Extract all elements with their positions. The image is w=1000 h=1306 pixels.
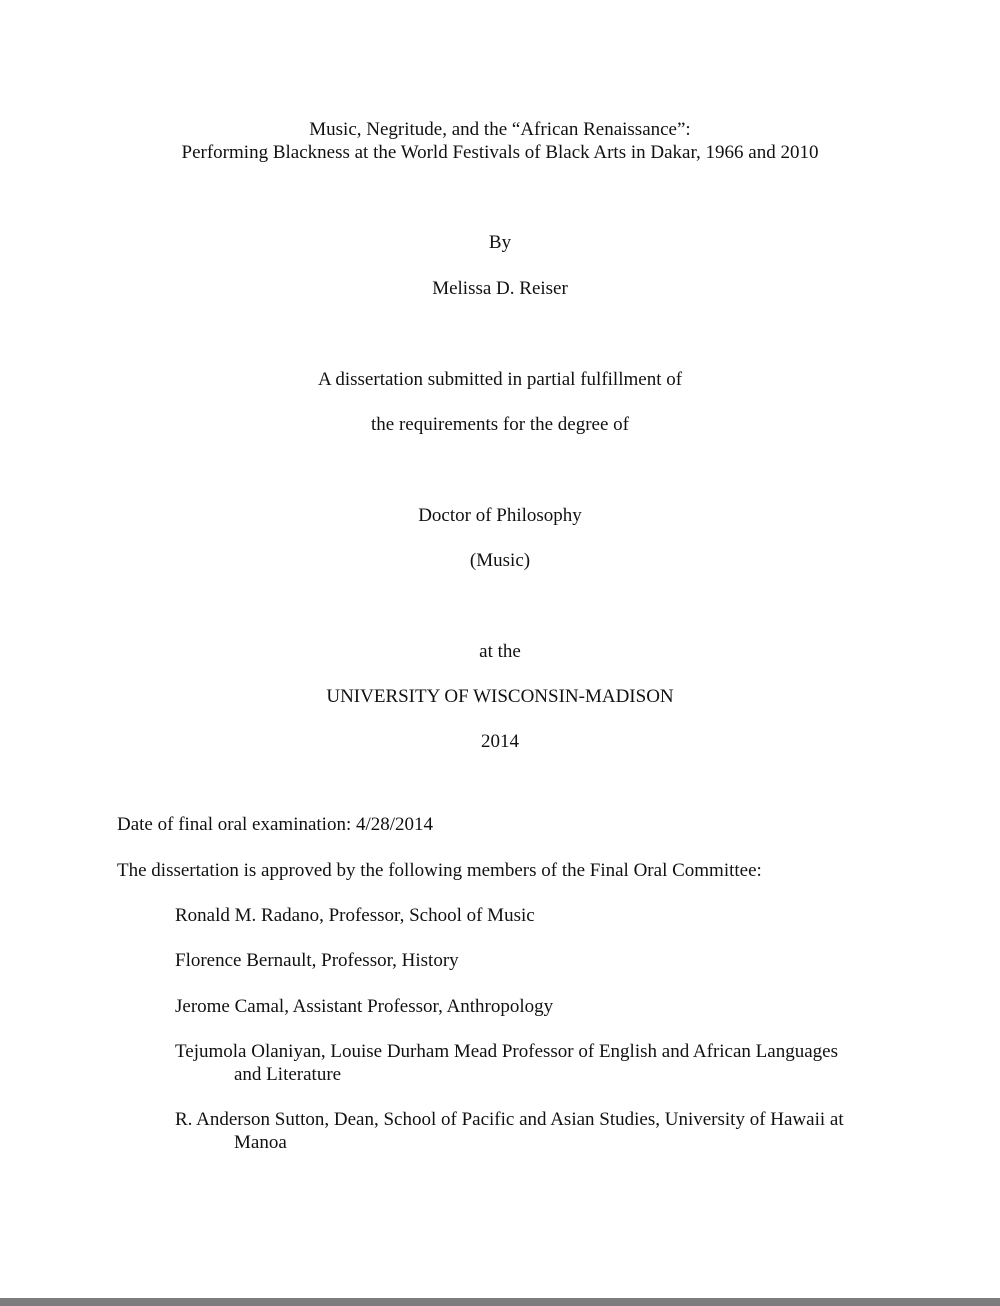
committee-member-text: Tejumola Olaniyan, Louise Durham Mead Professor of English and African Languages xyxy=(175,1041,838,1062)
committee-member xyxy=(175,949,459,972)
committee-member xyxy=(175,904,535,927)
committee-intro: The dissertation is approved by the following members of the Final Oral Committee: xyxy=(117,860,762,881)
year: 2014 xyxy=(481,731,519,752)
committee-member xyxy=(175,1108,844,1154)
title-line-1: Music, Negritude, and the “African Renaissance”: xyxy=(309,119,691,140)
degree-name: Doctor of Philosophy xyxy=(418,505,582,526)
committee-member-continuation: Manoa xyxy=(234,1132,287,1153)
submission-line-2: the requirements for the degree of xyxy=(371,414,629,435)
by-label: By xyxy=(488,232,512,253)
committee-member-text: Jerome Camal, Assistant Professor, Anthropology xyxy=(175,996,554,1017)
exam-date: Date of final oral examination: 4/28/2014 xyxy=(117,814,434,835)
committee-member-text: Florence Bernault, Professor, History xyxy=(175,950,459,971)
viewer-bottom-edge xyxy=(0,1298,1000,1306)
university-name: UNIVERSITY OF WISCONSIN-MADISON xyxy=(326,686,674,707)
committee-member-continuation: and Literature xyxy=(234,1064,342,1085)
committee-member-text: R. Anderson Sutton, Dean, School of Pacific and Asian Studies, University of Hawaii at xyxy=(175,1109,844,1130)
committee-member xyxy=(175,1040,838,1086)
committee-member-text: Ronald M. Radano, Professor, School of Music xyxy=(175,905,535,926)
title-line-2: Performing Blackness at the World Festivals of Black Arts in Dakar, 1966 and 2010 xyxy=(181,142,819,163)
committee-member xyxy=(175,995,553,1018)
at-the-label: at the xyxy=(479,641,521,662)
author-name: Melissa D. Reiser xyxy=(432,278,568,299)
degree-field: (Music) xyxy=(469,550,531,571)
submission-line-1: A dissertation submitted in partial fulfillment of xyxy=(317,369,683,390)
